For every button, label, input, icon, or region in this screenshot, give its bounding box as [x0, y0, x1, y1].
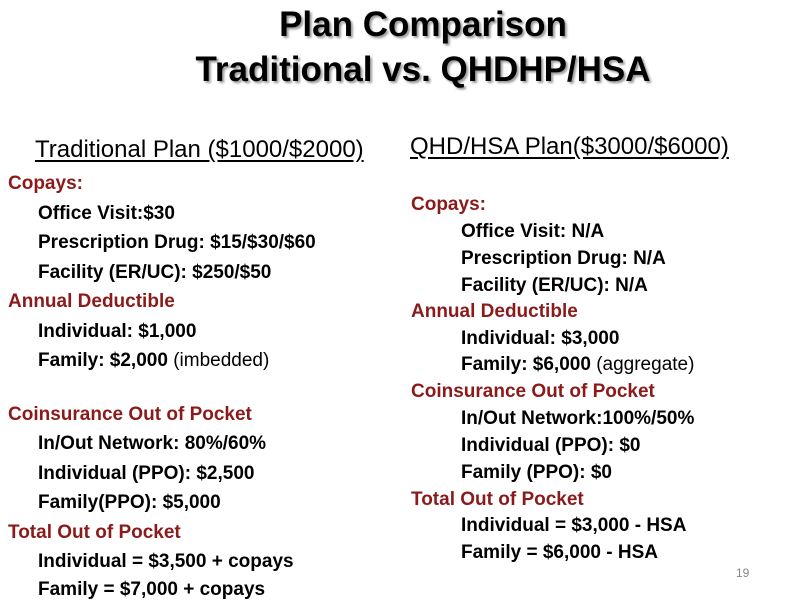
hsa-total-family: Family = $6,000 - HSA: [461, 542, 658, 563]
traditional-deductible-individual: Individual: $1,000: [38, 321, 197, 342]
traditional-deductible-family: [38, 349, 269, 373]
traditional-deductible-family-amount: Family: $2,000: [38, 350, 168, 371]
slide-number: 19: [736, 566, 750, 580]
hsa-network: In/Out Network:100%/50%: [461, 408, 695, 429]
traditional-facility: Facility (ER/UC): $250/$50: [38, 262, 272, 283]
hsa-total-heading: Total Out of Pocket: [411, 489, 584, 510]
hsa-total-individual: Individual = $3,000 - HSA: [461, 515, 687, 536]
traditional-coinsurance-individual: Individual (PPO): $2,500: [38, 463, 255, 484]
hsa-deductible-family-amount: Family: $6,000: [461, 354, 591, 375]
hsa-office-visit: Office Visit: N/A: [461, 221, 605, 242]
traditional-deductible-heading: Annual Deductible: [8, 291, 175, 312]
title-line-2: Traditional vs. QHDHP/HSA: [195, 50, 651, 89]
hsa-deductible-family-note: (aggregate): [596, 354, 695, 375]
traditional-coinsurance-heading: Coinsurance Out of Pocket: [8, 404, 252, 425]
traditional-copays-heading: Copays:: [8, 173, 83, 194]
traditional-plan-heading: Traditional Plan ($1000/$2000): [35, 136, 364, 163]
traditional-network: In/Out Network: 80%/60%: [38, 433, 267, 454]
hsa-plan-heading: QHD/HSA Plan($3000/$6000): [410, 133, 729, 160]
traditional-total-individual: Individual = $3,500 + copays: [38, 551, 294, 572]
traditional-total-heading: Total Out of Pocket: [8, 522, 181, 543]
title-line-1: Plan Comparison: [279, 5, 567, 44]
hsa-copays-heading: Copays:: [411, 194, 486, 215]
slide-title: [0, 2, 800, 92]
traditional-deductible-family-note: (imbedded): [173, 350, 270, 371]
traditional-total-family: Family = $7,000 + copays: [38, 579, 266, 600]
traditional-coinsurance-family: Family(PPO): $5,000: [38, 492, 221, 513]
traditional-prescription: Prescription Drug: $15/$30/$60: [38, 232, 316, 253]
hsa-prescription: Prescription Drug: N/A: [461, 248, 666, 269]
hsa-coinsurance-family: Family (PPO): $0: [461, 462, 612, 483]
hsa-coinsurance-heading: Coinsurance Out of Pocket: [411, 381, 655, 402]
hsa-deductible-heading: Annual Deductible: [411, 301, 578, 322]
hsa-facility: Facility (ER/UC): N/A: [461, 275, 648, 296]
hsa-deductible-individual: Individual: $3,000: [461, 328, 620, 349]
hsa-deductible-family: [461, 353, 694, 377]
hsa-coinsurance-individual: Individual (PPO): $0: [461, 435, 641, 456]
traditional-office-visit: Office Visit:$30: [38, 203, 175, 224]
